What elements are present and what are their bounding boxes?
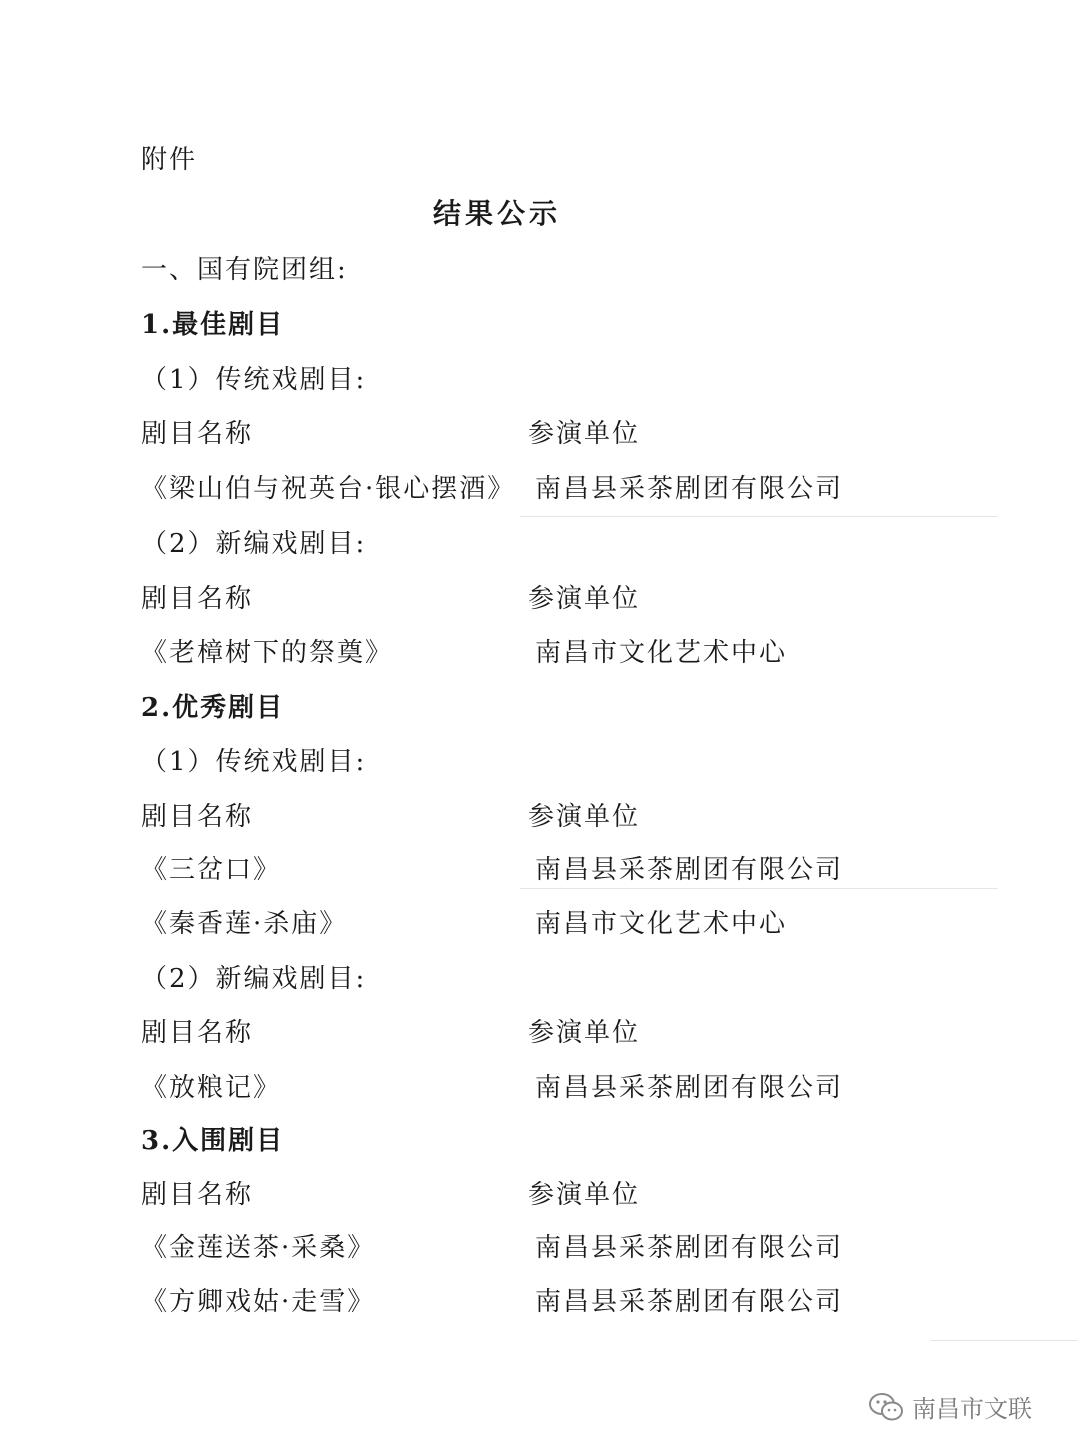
play-name: 《放粮记》 [141, 1073, 282, 1103]
scan-line [930, 1340, 1078, 1341]
scan-line [520, 888, 998, 889]
subsection-label: （1）传统戏剧目: [141, 747, 367, 777]
column-header-unit: 参演单位 [528, 584, 641, 614]
attachment-label: 附件 [141, 145, 198, 175]
performing-unit: 南昌县采茶剧团有限公司 [535, 474, 844, 504]
subsection-label: （1）传统戏剧目: [141, 365, 367, 395]
column-header-unit: 参演单位 [528, 419, 641, 449]
section-heading: 2.优秀剧目 [141, 693, 285, 723]
watermark-text: 南昌市文联 [912, 1395, 1032, 1423]
performing-unit: 南昌市文化艺术中心 [535, 909, 788, 939]
subsection-label: （2）新编戏剧目: [141, 964, 367, 994]
watermark [868, 1389, 1032, 1424]
column-header-name: 剧目名称 [141, 1180, 254, 1210]
column-header-name: 剧目名称 [141, 802, 254, 832]
column-header-unit: 参演单位 [528, 802, 641, 832]
page-title: 结果公示 [433, 197, 562, 230]
scan-line [520, 516, 998, 517]
performing-unit: 南昌县采茶剧团有限公司 [535, 1287, 844, 1317]
performing-unit: 南昌市文化艺术中心 [535, 638, 788, 668]
play-name: 《老樟树下的祭奠》 [141, 638, 394, 668]
performing-unit: 南昌县采茶剧团有限公司 [535, 1233, 844, 1263]
subsection-label: （2）新编戏剧目: [141, 529, 367, 559]
performing-unit: 南昌县采茶剧团有限公司 [535, 855, 844, 885]
play-name: 《梁山伯与祝英台·银心摆酒》 [141, 474, 516, 504]
column-header-name: 剧目名称 [141, 1018, 254, 1048]
column-header-unit: 参演单位 [528, 1018, 641, 1048]
play-name: 《秦香莲·杀庙》 [141, 909, 348, 939]
column-header-unit: 参演单位 [528, 1180, 641, 1210]
wechat-icon [868, 1392, 904, 1422]
column-header-name: 剧目名称 [141, 419, 254, 449]
play-name: 《方卿戏姑·走雪》 [141, 1287, 376, 1317]
section-heading: 1.最佳剧目 [141, 310, 285, 340]
column-header-name: 剧目名称 [141, 584, 254, 614]
section-heading: 3.入围剧目 [141, 1126, 285, 1156]
performing-unit: 南昌县采茶剧团有限公司 [535, 1073, 844, 1103]
group-heading: 一、国有院团组: [141, 255, 348, 285]
play-name: 《金莲送茶·采桑》 [141, 1233, 376, 1263]
play-name: 《三岔口》 [141, 855, 282, 885]
